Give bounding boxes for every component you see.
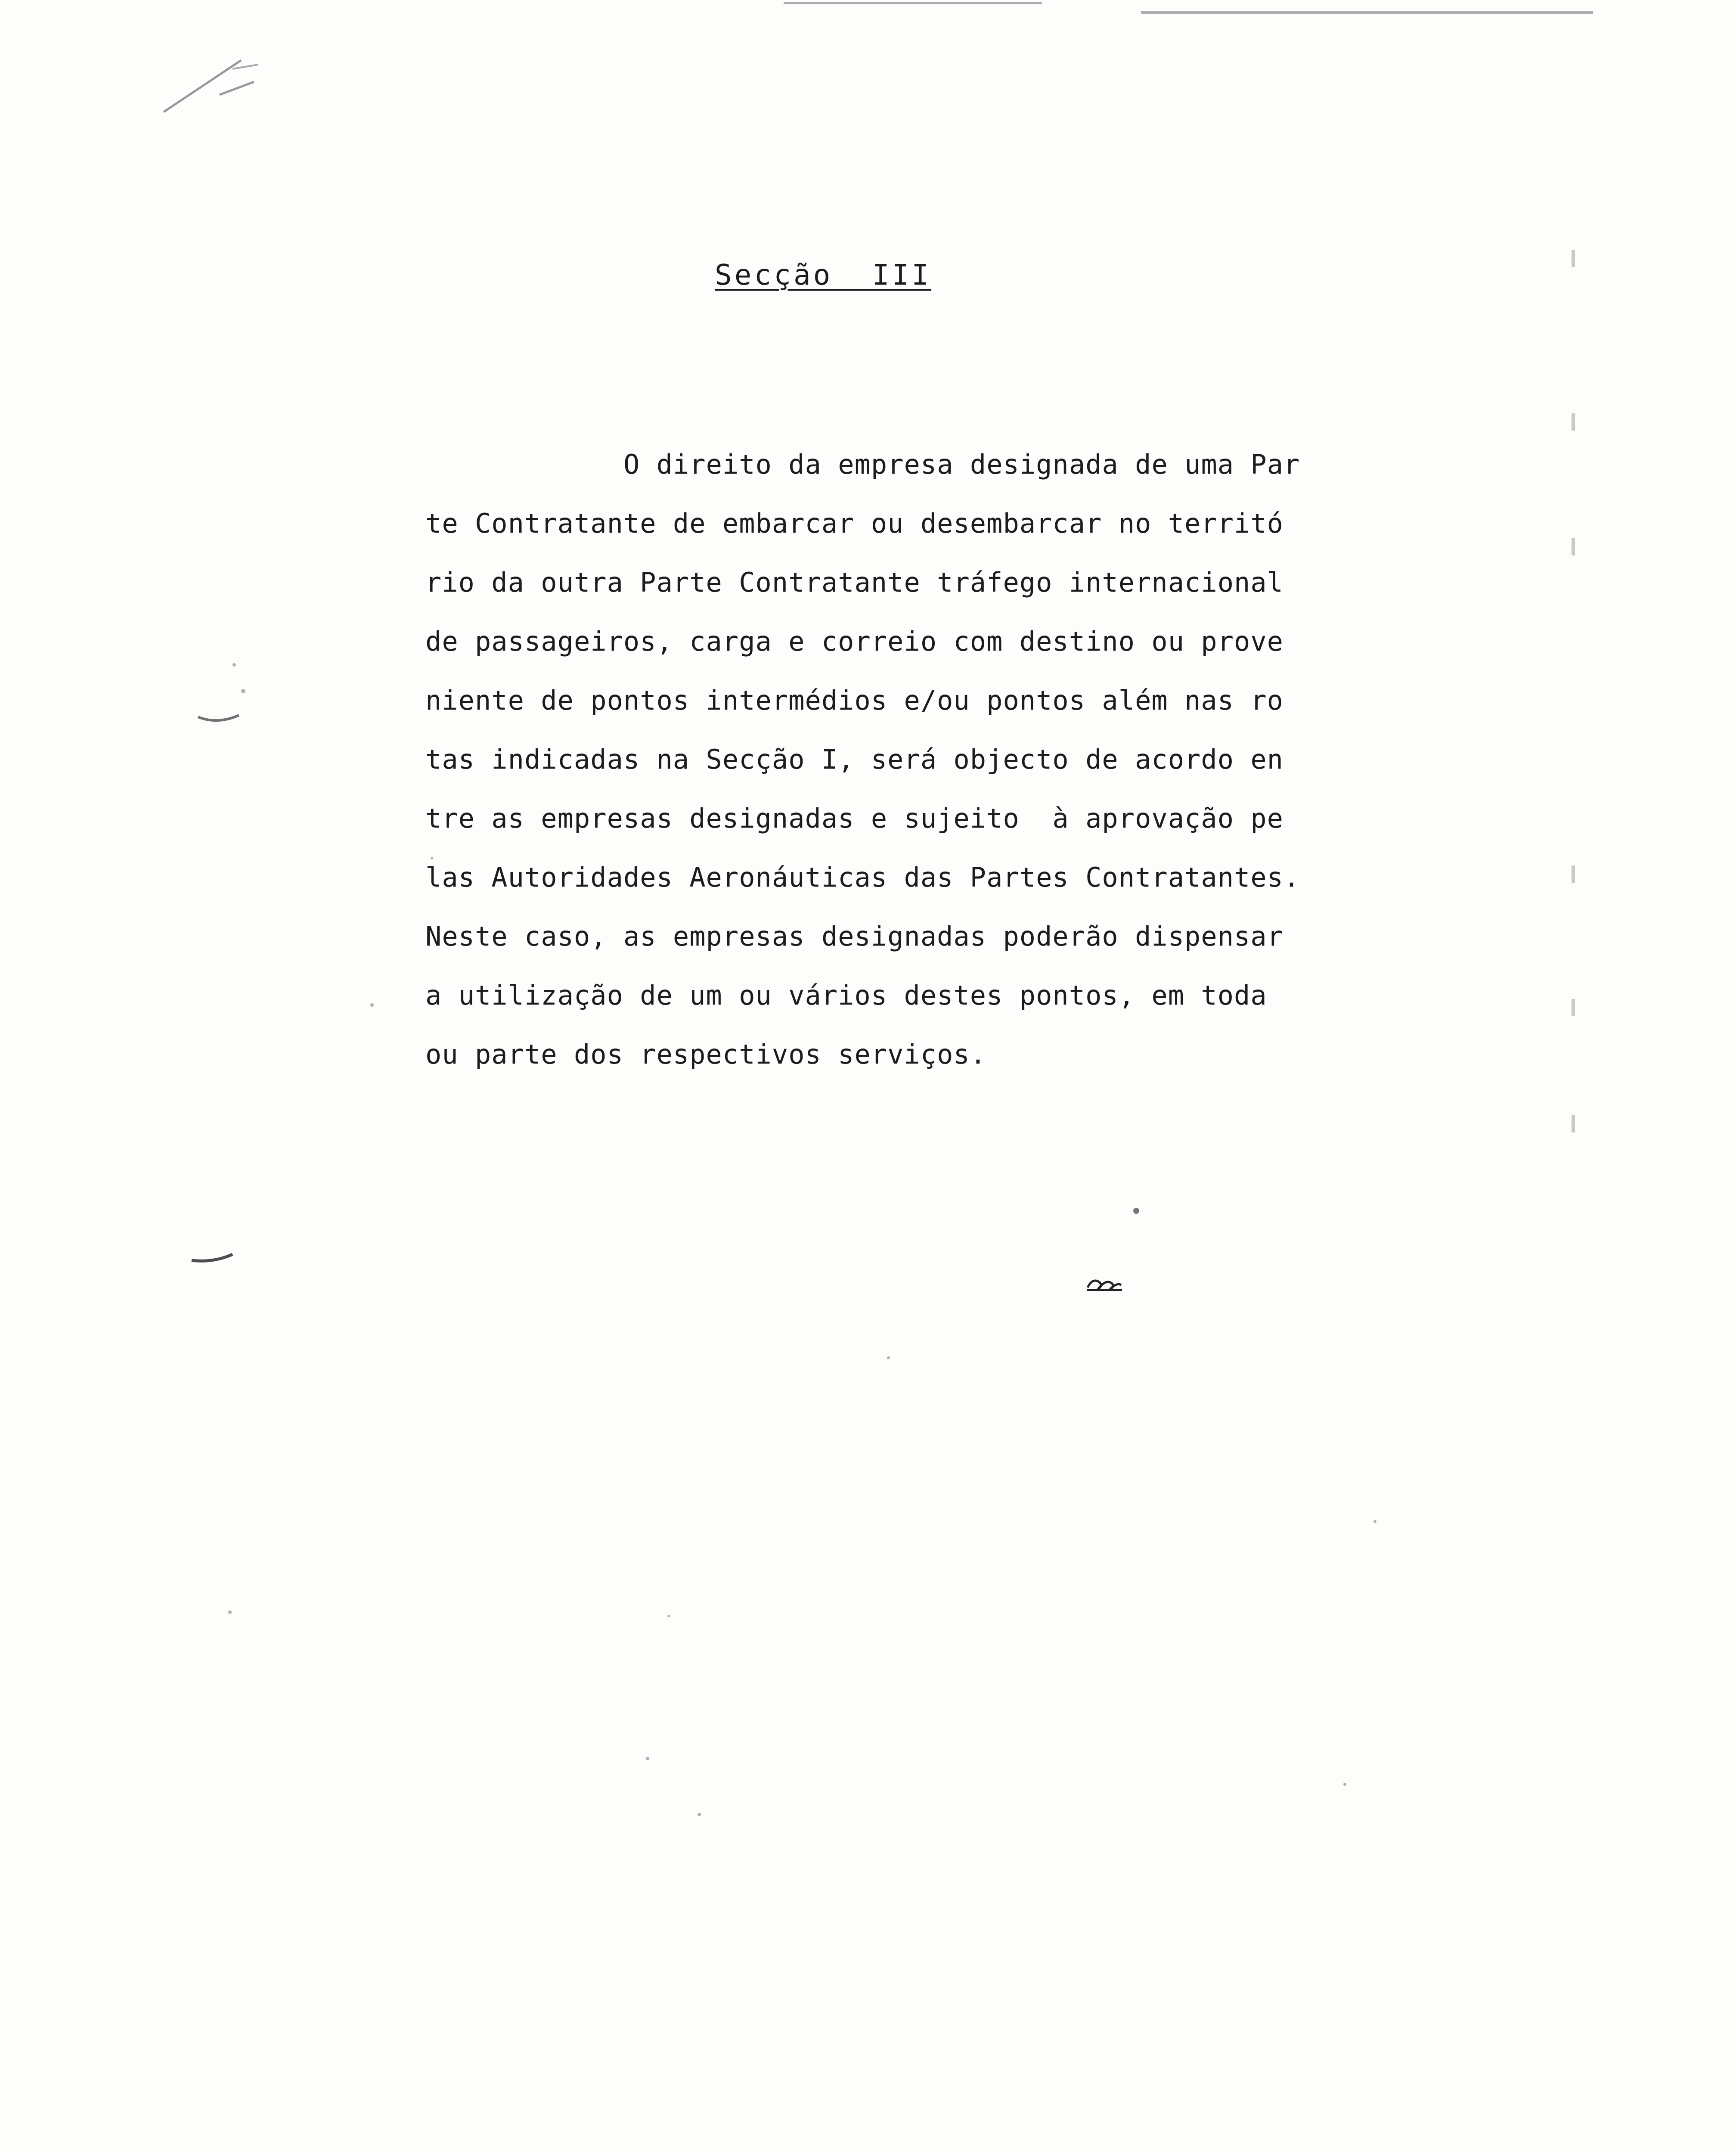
paragraph-line: Neste caso, as empresas designadas poderão dispensar	[425, 921, 1284, 952]
ink-speck	[1373, 1520, 1376, 1523]
margin-pen-mark	[189, 1251, 237, 1264]
handwritten-initials-mark	[1085, 1275, 1124, 1293]
ink-speck	[1133, 1208, 1139, 1214]
margin-tick	[1572, 866, 1575, 883]
top-edge-rule	[784, 2, 1042, 4]
paragraph-line: las Autoridades Aeronáuticas das Partes Contratantes.	[425, 862, 1300, 893]
paragraph-line: O direito da empresa designada de uma Par	[623, 449, 1300, 480]
paragraph-line: tas indicadas na Secção I, será objecto de acordo en	[425, 744, 1284, 775]
paragraph-line: te Contratante de embarcar ou desembarcar no territó	[425, 508, 1284, 539]
paragraph-line: rio da outra Parte Contratante tráfego internacional	[425, 567, 1284, 598]
ink-speck	[1343, 1783, 1346, 1786]
ink-speck	[887, 1356, 890, 1359]
paragraph-line: niente de pontos intermédios e/ou pontos além nas ro	[425, 685, 1284, 716]
ink-speck	[667, 1615, 670, 1617]
ink-speck	[698, 1813, 701, 1816]
paragraph-line: de passageiros, carga e correio com destino ou prove	[425, 626, 1284, 657]
ink-speck	[646, 1757, 649, 1760]
margin-tick	[1572, 538, 1575, 555]
body-paragraph	[425, 435, 1411, 1084]
margin-pen-mark	[196, 713, 243, 726]
section-heading: Secção III	[715, 258, 932, 292]
ink-speck	[241, 689, 245, 693]
paragraph-line: a utilização de um ou vários destes pontos, em toda	[425, 980, 1267, 1011]
corner-pen-mark	[155, 43, 267, 129]
ink-speck	[431, 857, 433, 859]
paragraph-line: ou parte dos respectivos serviços.	[425, 1039, 987, 1070]
ink-speck	[232, 663, 236, 667]
margin-tick	[1572, 999, 1575, 1016]
paragraph-line: tre as empresas designadas e sujeito à aprovação pe	[425, 803, 1284, 834]
ink-speck	[228, 1610, 232, 1614]
top-edge-rule	[1141, 11, 1593, 14]
margin-tick	[1572, 250, 1575, 267]
margin-tick	[1572, 1115, 1575, 1132]
margin-tick	[1572, 413, 1575, 431]
ink-speck	[370, 1003, 374, 1007]
